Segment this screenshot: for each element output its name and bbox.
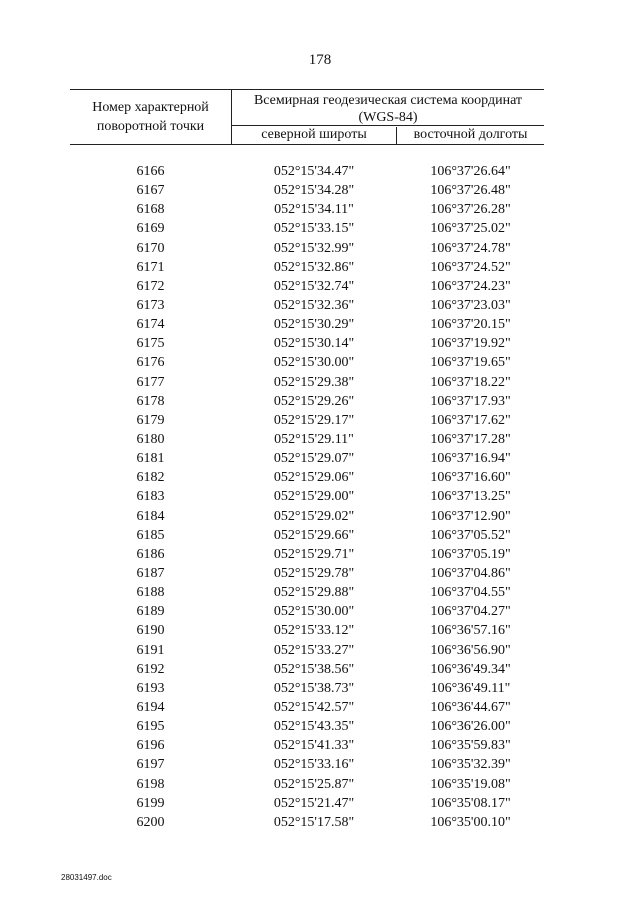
latitude-cell: 052°15'38.56" [273,661,355,677]
longitude-cell: 106°37'24.78" [430,240,511,256]
point-number-cell: 6168 [136,202,165,218]
point-number-cell: 6183 [136,489,165,505]
table-row [70,430,544,449]
latitude-cell: 052°15'29.71" [273,546,355,562]
table-row [70,258,544,277]
table-row [70,239,544,258]
latitude-cell: 052°15'29.17" [273,412,355,428]
point-number-cell: 6200 [136,814,165,830]
latitude-cell: 052°15'41.33" [273,738,355,754]
coordinates-table-body [70,162,544,832]
longitude-cell: 106°37'24.23" [430,278,511,294]
latitude-cell: 052°15'33.27" [273,642,355,658]
point-number-cell: 6171 [136,259,165,275]
longitude-cell: 106°37'26.28" [430,202,511,218]
table-row [70,277,544,296]
table-row [70,181,544,200]
latitude-cell: 052°15'29.88" [273,585,355,601]
latitude-cell: 052°15'30.00" [273,355,355,371]
point-number-cell: 6172 [136,278,165,294]
latitude-cell: 052°15'21.47" [273,795,355,811]
longitude-cell: 106°36'57.16" [430,623,511,639]
table-row [70,411,544,430]
latitude-header: северной широты [232,127,397,144]
table-row [70,449,544,468]
longitude-cell: 106°37'04.86" [430,565,511,581]
table-row [70,813,544,832]
latitude-cell: 052°15'34.11" [274,202,354,218]
point-number-cell: 6167 [136,183,165,199]
latitude-cell: 052°15'30.29" [273,317,355,333]
latitude-cell: 052°15'29.26" [273,393,355,409]
latitude-cell: 052°15'25.87" [273,776,355,792]
longitude-cell: 106°35'08.17" [430,795,511,811]
table-row [70,583,544,602]
longitude-cell: 106°37'17.28" [430,431,511,447]
point-number-cell: 6180 [136,431,165,447]
point-number-cell: 6197 [136,757,165,773]
point-number-cell: 6178 [136,393,165,409]
table-row [70,353,544,372]
point-number-cell: 6179 [136,412,165,428]
table-row [70,660,544,679]
coordinate-system-title: Всемирная геодезическая система координат [253,93,523,108]
longitude-cell: 106°35'59.83" [430,738,511,754]
longitude-cell: 106°37'17.62" [430,412,511,428]
table-row [70,545,544,564]
longitude-cell: 106°37'18.22" [430,374,511,390]
point-number-cell: 6173 [136,297,165,313]
table-row [70,755,544,774]
table-row [70,219,544,238]
table-row [70,162,544,181]
latitude-cell: 052°15'32.86" [273,259,355,275]
longitude-cell: 106°37'04.55" [430,585,511,601]
point-number-cell: 6182 [136,470,165,486]
latitude-cell: 052°15'29.38" [273,374,355,390]
longitude-cell: 106°37'24.52" [430,259,511,275]
latitude-cell: 052°15'33.16" [273,757,355,773]
point-number-cell: 6176 [136,355,165,371]
table-row [70,487,544,506]
point-number-cell: 6192 [136,661,165,677]
longitude-cell: 106°37'20.15" [430,317,511,333]
table-row [70,296,544,315]
latitude-cell: 052°15'29.78" [273,565,355,581]
point-number-cell: 6193 [136,680,165,696]
point-number-cell: 6199 [136,795,165,811]
longitude-cell: 106°37'04.27" [430,604,511,620]
table-row [70,373,544,392]
latitude-cell: 052°15'42.57" [273,699,355,715]
longitude-cell: 106°36'49.11" [430,680,511,696]
point-number-cell: 6194 [136,699,165,715]
point-number-cell: 6188 [136,585,165,601]
point-number-cell: 6174 [136,317,165,333]
longitude-cell: 106°37'13.25" [430,489,511,505]
latitude-cell: 052°15'29.00" [273,489,355,505]
table-row [70,736,544,755]
table-row [70,679,544,698]
latitude-cell: 052°15'29.66" [273,527,355,543]
table-row [70,602,544,621]
table-row [70,717,544,736]
longitude-cell: 106°37'05.52" [430,527,511,543]
point-number-cell: 6175 [136,336,165,352]
latitude-cell: 052°15'34.28" [273,183,355,199]
latitude-cell: 052°15'43.35" [273,719,355,735]
longitude-cell: 106°35'19.08" [430,776,511,792]
table-row [70,315,544,334]
point-number-cell: 6169 [136,221,165,237]
table-row [70,392,544,411]
table-header [70,89,544,145]
coordinate-system-header [232,90,544,126]
table-row [70,526,544,545]
table-row [70,468,544,487]
longitude-cell: 106°37'26.48" [430,183,511,199]
point-number-header-line2: поворотной точки [96,119,205,134]
page-number: 178 [308,52,332,68]
longitude-cell: 106°36'26.00" [430,719,511,735]
point-number-cell: 6196 [136,738,165,754]
point-number-cell: 6189 [136,604,165,620]
document-file-code: 28031497.doc [61,873,112,882]
latitude-cell: 052°15'29.06" [273,470,355,486]
longitude-cell: 106°37'16.60" [430,470,511,486]
longitude-cell: 106°37'25.02" [430,221,511,237]
point-number-cell: 6181 [136,451,165,467]
table-row [70,641,544,660]
latitude-cell: 052°15'33.15" [273,221,355,237]
table-row [70,794,544,813]
table-row [70,507,544,526]
point-number-cell: 6187 [136,565,165,581]
longitude-cell: 106°37'05.19" [430,546,511,562]
latitude-cell: 052°15'29.11" [274,431,354,447]
point-number-cell: 6177 [136,374,165,390]
latitude-cell: 052°15'32.99" [273,240,355,256]
longitude-cell: 106°37'19.92" [430,336,511,352]
coordinate-system-code: (WGS-84) [358,110,418,125]
point-number-cell: 6195 [136,719,165,735]
longitude-cell: 106°36'56.90" [430,642,511,658]
longitude-cell: 106°37'23.03" [430,297,511,313]
longitude-cell: 106°37'16.94" [430,451,511,467]
table-row [70,200,544,219]
longitude-cell: 106°37'17.93" [430,393,511,409]
longitude-cell: 106°36'44.67" [430,699,511,715]
table-row [70,621,544,640]
latitude-cell: 052°15'32.74" [273,278,355,294]
longitude-header: восточной долготы [413,127,528,142]
point-number-header [70,90,232,144]
point-number-cell: 6170 [136,240,165,256]
point-number-cell: 6185 [136,527,165,543]
latitude-cell: 052°15'34.47" [273,164,355,179]
point-number-header-line1: Номер характерной [92,100,209,115]
point-number-cell: 6184 [136,508,165,524]
point-number-cell: 6191 [136,642,165,658]
point-number-cell: 6198 [136,776,165,792]
latitude-cell: 052°15'29.07" [273,451,355,467]
latitude-cell: 052°15'29.02" [273,508,355,524]
latitude-cell: 052°15'38.73" [273,680,355,696]
latitude-cell: 052°15'33.12" [273,623,355,639]
longitude-cell: 106°37'12.90" [430,508,511,524]
point-number-cell: 6186 [136,546,165,562]
longitude-cell: 106°36'49.34" [430,661,511,677]
longitude-cell: 106°37'19.65" [430,355,511,371]
longitude-cell: 106°35'00.10" [430,814,511,830]
point-number-cell: 6166 [136,164,165,179]
table-row [70,698,544,717]
latitude-cell: 052°15'32.36" [273,297,355,313]
latitude-cell: 052°15'30.14" [273,336,355,352]
table-row [70,334,544,353]
longitude-cell: 106°35'32.39" [430,757,511,773]
latitude-cell: 052°15'30.00" [273,604,355,620]
latitude-cell: 052°15'17.58" [273,814,355,830]
longitude-cell: 106°37'26.64" [430,164,511,179]
table-row [70,775,544,794]
point-number-cell: 6190 [136,623,165,639]
table-row [70,564,544,583]
